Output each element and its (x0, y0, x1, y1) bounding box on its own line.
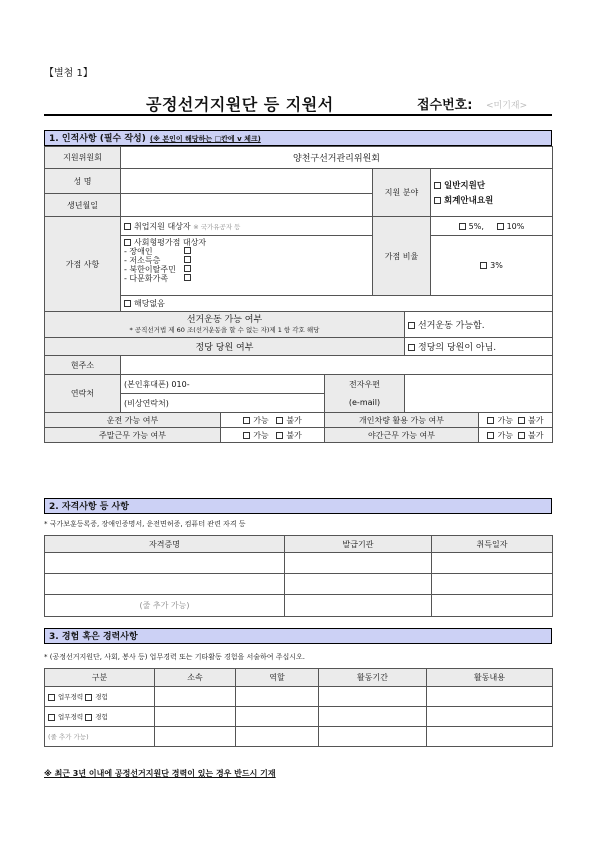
bonus-employment-note: ※ 국가유공자 등 (193, 222, 241, 231)
checkbox-icon[interactable] (518, 432, 525, 439)
checkbox-icon[interactable] (434, 182, 441, 189)
email-label: 전자우편 (e-mail) (325, 375, 405, 413)
checkbox-icon[interactable] (408, 322, 415, 329)
section1-note: (※ 본인이 해당하는 □칸에 v 체크) (149, 135, 261, 143)
title-rule (44, 114, 552, 116)
driving-options[interactable]: 가능 불가 (221, 413, 325, 428)
checkbox-icon[interactable] (487, 432, 494, 439)
receipt-value[interactable]: <미기재> (486, 101, 528, 111)
emergency-field[interactable]: (비상연락처) (121, 394, 325, 413)
car-label: 개인차량 활용 가능 여부 (325, 413, 479, 428)
table-row (45, 687, 553, 707)
checkbox-icon[interactable] (434, 197, 441, 204)
address-field[interactable] (121, 356, 553, 375)
birth-label: 생년월일 (45, 194, 121, 217)
field-option-accounting[interactable]: 회계안내요원 (434, 194, 549, 206)
col-certificate: 자격증명 (45, 536, 285, 553)
social-low-income[interactable]: - 저소득층 (124, 256, 369, 265)
social-disabled[interactable]: - 장애인 (124, 247, 369, 256)
ratio-label: 가점 비율 (373, 217, 431, 296)
experience-table (44, 668, 553, 747)
section2-heading (44, 498, 552, 514)
campaign-eligibility: 선거운동 가능 여부 * 공직선거법 제 60 조(선거운동을 할 수 없는 자)제 1 항 각호 해당 (45, 312, 405, 338)
car-options[interactable]: 가능 불가 (479, 413, 553, 428)
checkbox-icon[interactable] (48, 694, 55, 701)
checkbox-icon[interactable] (243, 417, 250, 424)
page-title: 공정선거지원단 등 지원서 (146, 95, 334, 114)
checkbox-icon[interactable] (459, 223, 466, 230)
name-label: 성 명 (45, 169, 121, 194)
personal-info-table (44, 146, 553, 443)
checkbox-icon[interactable] (487, 417, 494, 424)
add-row-hint: (줄 추가 가능) (45, 727, 155, 747)
table-row (45, 727, 553, 747)
birth-field[interactable] (121, 194, 373, 217)
experience-type-options[interactable]: 업무경력 경험 (45, 687, 155, 707)
ratio-high[interactable]: 5%, 10% (431, 217, 553, 236)
checkbox-icon[interactable] (184, 274, 191, 281)
table-row (45, 707, 553, 727)
checkbox-icon[interactable] (276, 432, 283, 439)
table-row (45, 595, 553, 617)
section2-note: * 국가보훈등록증, 장애인증명서, 운전면허증, 컴퓨터 관련 자격 등 (44, 520, 246, 528)
checkbox-icon[interactable] (85, 714, 92, 721)
bonus-social: 사회형평가점 대상자 - 장애인 - 저소득층 - 북한이탈주민 - 다문화가족 (121, 236, 373, 296)
section3-heading (44, 628, 552, 644)
ratio-low[interactable]: 3% (431, 236, 553, 296)
checkbox-icon[interactable] (184, 247, 191, 254)
col-issuer: 발급기관 (285, 536, 432, 553)
checkbox-icon[interactable] (276, 417, 283, 424)
social-defector[interactable]: - 북한이탈주민 (124, 265, 369, 274)
section3-title: 3. 경험 혹은 경력사항 (49, 632, 138, 642)
add-row-hint: (줄 추가 가능) (45, 595, 285, 617)
field-label: 지원 분야 (373, 169, 431, 217)
section2-title: 2. 자격사항 등 사항 (49, 502, 129, 512)
party-membership-label: 정당 당원 여부 (45, 338, 405, 356)
checkbox-icon[interactable] (48, 714, 55, 721)
weekend-options[interactable]: 가능 불가 (221, 428, 325, 443)
bonus-none[interactable]: 해당없음 (121, 296, 553, 312)
social-multicultural[interactable]: - 다문화가족 (124, 274, 369, 283)
contact-label: 연락처 (45, 375, 121, 413)
col-role: 역할 (236, 669, 319, 687)
col-period: 활동기간 (319, 669, 427, 687)
email-field[interactable] (405, 375, 553, 413)
mobile-field[interactable]: (본인휴대폰) 010- (121, 375, 325, 394)
field-options (431, 169, 553, 217)
checkbox-icon[interactable] (408, 344, 415, 351)
section1-title: 1. 인적사항 (필수 작성) (49, 134, 146, 144)
col-activity: 활동내용 (427, 669, 553, 687)
checkbox-icon[interactable] (184, 256, 191, 263)
checkbox-icon[interactable] (497, 223, 504, 230)
bonus-label: 가점 사항 (45, 217, 121, 312)
checkbox-icon[interactable] (184, 265, 191, 272)
receipt-label: 접수번호: (417, 98, 473, 113)
driving-label: 운전 가능 여부 (45, 413, 221, 428)
checkbox-icon[interactable] (518, 417, 525, 424)
checkbox-icon[interactable] (124, 300, 131, 307)
col-affiliation: 소속 (155, 669, 236, 687)
attachment-label: 【별첨 1】 (44, 68, 93, 79)
experience-type-options[interactable]: 업무경력 경험 (45, 707, 155, 727)
party-option[interactable]: 정당의 당원이 아님. (405, 338, 553, 356)
night-label: 야간근무 가능 여부 (325, 428, 479, 443)
address-label: 현주소 (45, 356, 121, 375)
table-row (45, 553, 553, 574)
table-row (45, 574, 553, 595)
section3-note: * (공정선거지원단, 사회, 봉사 등) 업무경력 또는 기타활동 경험을 서술하여 주십시오. (44, 653, 306, 661)
campaign-note: * 공직선거법 제 60 조(선거운동을 할 수 없는 자)제 1 항 각호 해당 (129, 325, 320, 334)
checkbox-icon[interactable] (480, 262, 487, 269)
checkbox-icon[interactable] (243, 432, 250, 439)
qualifications-table (44, 535, 553, 617)
checkbox-icon[interactable] (124, 223, 131, 230)
commission-label: 지원위원회 (45, 147, 121, 169)
field-option-general[interactable]: 일반지원단 (434, 179, 549, 191)
name-field[interactable] (121, 169, 373, 194)
footer-notice: ※ 최근 3년 이내에 공정선거지원단 경력이 있는 경우 반드시 기재 (44, 769, 276, 778)
weekend-label: 주말근무 가능 여부 (45, 428, 221, 443)
campaign-option[interactable]: 선거운동 가능함. (405, 312, 553, 338)
col-type: 구분 (45, 669, 155, 687)
section1-heading (44, 130, 552, 146)
night-options[interactable]: 가능 불가 (479, 428, 553, 443)
bonus-employment[interactable]: 취업지원 대상자 ※ 국가유공자 등 (121, 217, 373, 236)
checkbox-icon[interactable] (124, 239, 131, 246)
checkbox-icon[interactable] (85, 694, 92, 701)
col-acquired-date: 취득일자 (432, 536, 553, 553)
commission-value: 양천구선거관리위원회 (121, 147, 553, 169)
